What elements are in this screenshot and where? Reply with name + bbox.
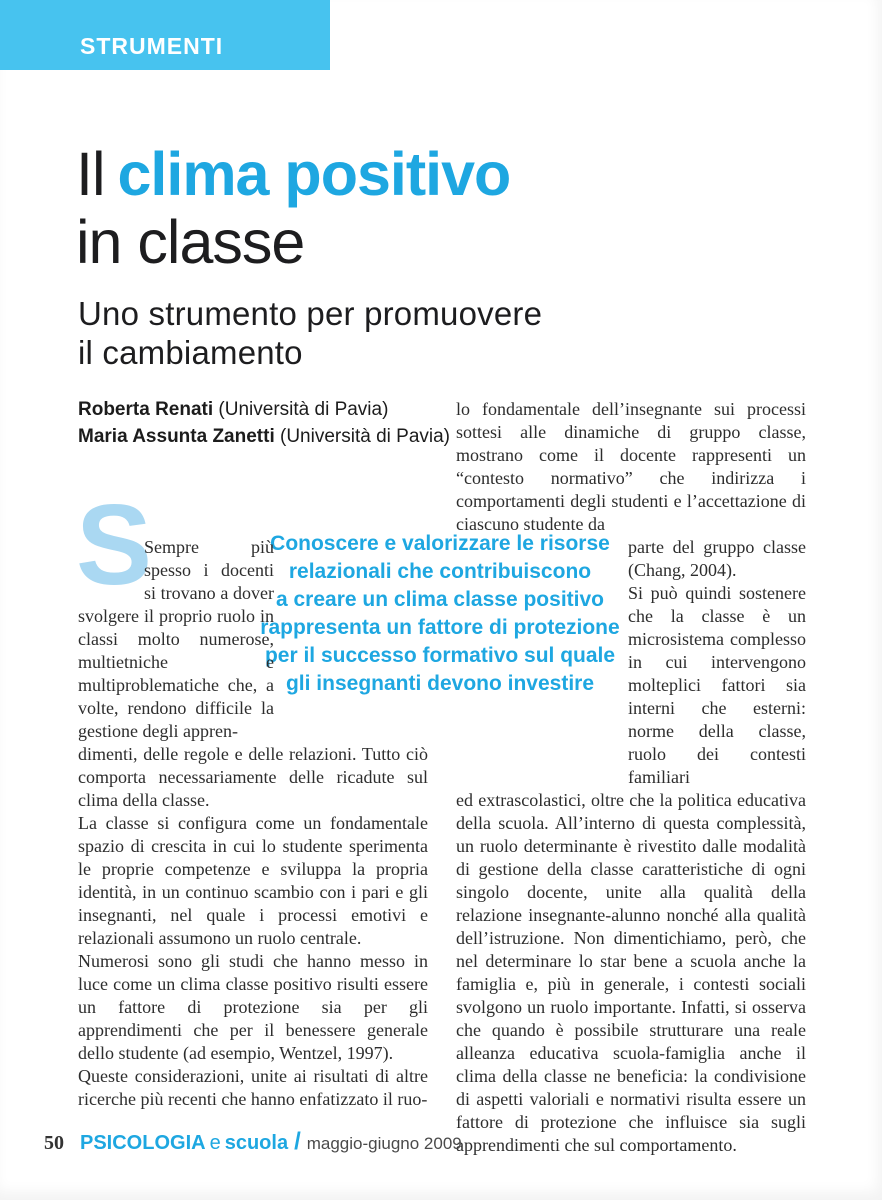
author-name: Maria Assunta Zanetti (78, 426, 275, 447)
paragraph: parte del gruppo classe (Chang, 2004). (628, 537, 806, 580)
author-line-2 (78, 423, 450, 450)
author-line-1 (78, 396, 450, 423)
author-name: Roberta Renati (78, 399, 214, 420)
footer-slash: / (294, 1128, 301, 1155)
journal-name-part2: scuola (224, 1132, 289, 1154)
pull-quote-line: per il successo formativo sul quale (264, 644, 616, 667)
title-line2: in classe (76, 208, 305, 276)
author-affiliation: (Università di Pavia) (213, 399, 389, 420)
journal-name-part1: PSICOLOGIA (80, 1132, 206, 1154)
body-column-right (456, 398, 806, 1157)
paragraph: lo fondamentale dell’insegnante sui processi sottesi alle dinamiche di gruppo classe, mostrano come il docente rappresenti un “contesto normativo” che indirizza i comportamenti degli studenti e l’accettazione di ciascuno studente da (456, 399, 806, 534)
paragraph: Numerosi sono gli studi che hanno messo in luce come un clima classe positivo risulti essere un fattore di protezione sia per gli apprendimenti che per il benessere generale dello studente (ad esempio, Wentzel, 1997). (78, 951, 428, 1063)
drop-cap-letter: S (76, 482, 153, 609)
wrapped-text-block (628, 536, 806, 789)
title-line1 (76, 140, 510, 208)
section-band (0, 0, 330, 70)
paragraph: La classe si configura come un fondamentale spazio di crescita in cui lo studente sperimenta le proprie competenze e sviluppa la propria identità, in un continuo scambio con i pari e gli insegnanti, nel quale i processi emotivi e relazionali assumono un ruolo centrale. (78, 813, 428, 948)
article-title (76, 140, 510, 276)
paragraph: ed extrascolastici, oltre che la politica educativa della scuola. All’interno di questa complessità, un ruolo determinante è rivestito dalle modalità di gestione della classe caratteristiche di ogni singolo docente, unite alla qualità della relazione insegnante-alunno nonché alla qualità dell’istruzione. Non dimentichiamo, però, che nel determinare lo star bene a scuola anche la famiglia e, più in generale, i contesti sociali svolgono un ruolo importante. Infatti, si osserva che quando è possibile strutturare una reale alleanza educativa scuola-famiglia anche il clima della classe ne beneficia: la condivisione di aspetti valoriali e normativi risulta essere un fattore di protezione che influisce sia sugli apprendimenti che sul comportamento. (456, 790, 806, 1155)
journal-conjunction: e (209, 1132, 221, 1154)
subtitle-line1: Uno strumento per promuovere (78, 295, 543, 332)
paragraph-opening (76, 482, 274, 743)
paragraph-text: Sempre più spesso i docenti si trovano a dover svolgere il proprio ruolo in classi molto numerose, multietniche e multiproblematiche che, a volte, rendono difficile la gestione degli appren- (78, 537, 274, 741)
article-subtitle (78, 294, 542, 372)
pull-quote-line: a creare un clima classe positivo (275, 588, 604, 611)
body-column-left (76, 482, 428, 1111)
title-accent: clima positivo (117, 140, 511, 208)
pull-quote-line: gli insegnanti devono investire (285, 672, 595, 695)
section-kicker: STRUMENTI (80, 33, 224, 59)
paragraph: Queste considerazioni, unite ai risultati di altre ricerche più recenti che hanno enfatizzato il ruo- (78, 1066, 428, 1109)
author-affiliation: (Università di Pavia) (274, 426, 451, 447)
page-footer (44, 1128, 462, 1156)
paragraph: Si può quindi sostenere che la classe è un microsistema complesso in cui intervengono molteplici fattori sia interni che esterni: norme della classe, ruolo dei contesti familiari (628, 583, 806, 787)
issue-date: maggio-giugno 2009 (306, 1134, 462, 1153)
paragraph: dimenti, delle regole e delle relazioni. Tutto ciò comporta necessariamente delle ricadute sul clima della classe. (78, 744, 428, 810)
pull-quote-line: Conoscere e valorizzare le risorse (270, 532, 610, 555)
pull-quote-line: rappresenta un fattore di protezione (260, 616, 620, 639)
title-prefix: Il (76, 140, 105, 208)
author-block (78, 396, 450, 450)
pull-quote-line: relazionali che contribuiscono (288, 560, 592, 583)
subtitle-line2: il cambiamento (78, 334, 303, 371)
page-number: 50 (44, 1132, 64, 1154)
